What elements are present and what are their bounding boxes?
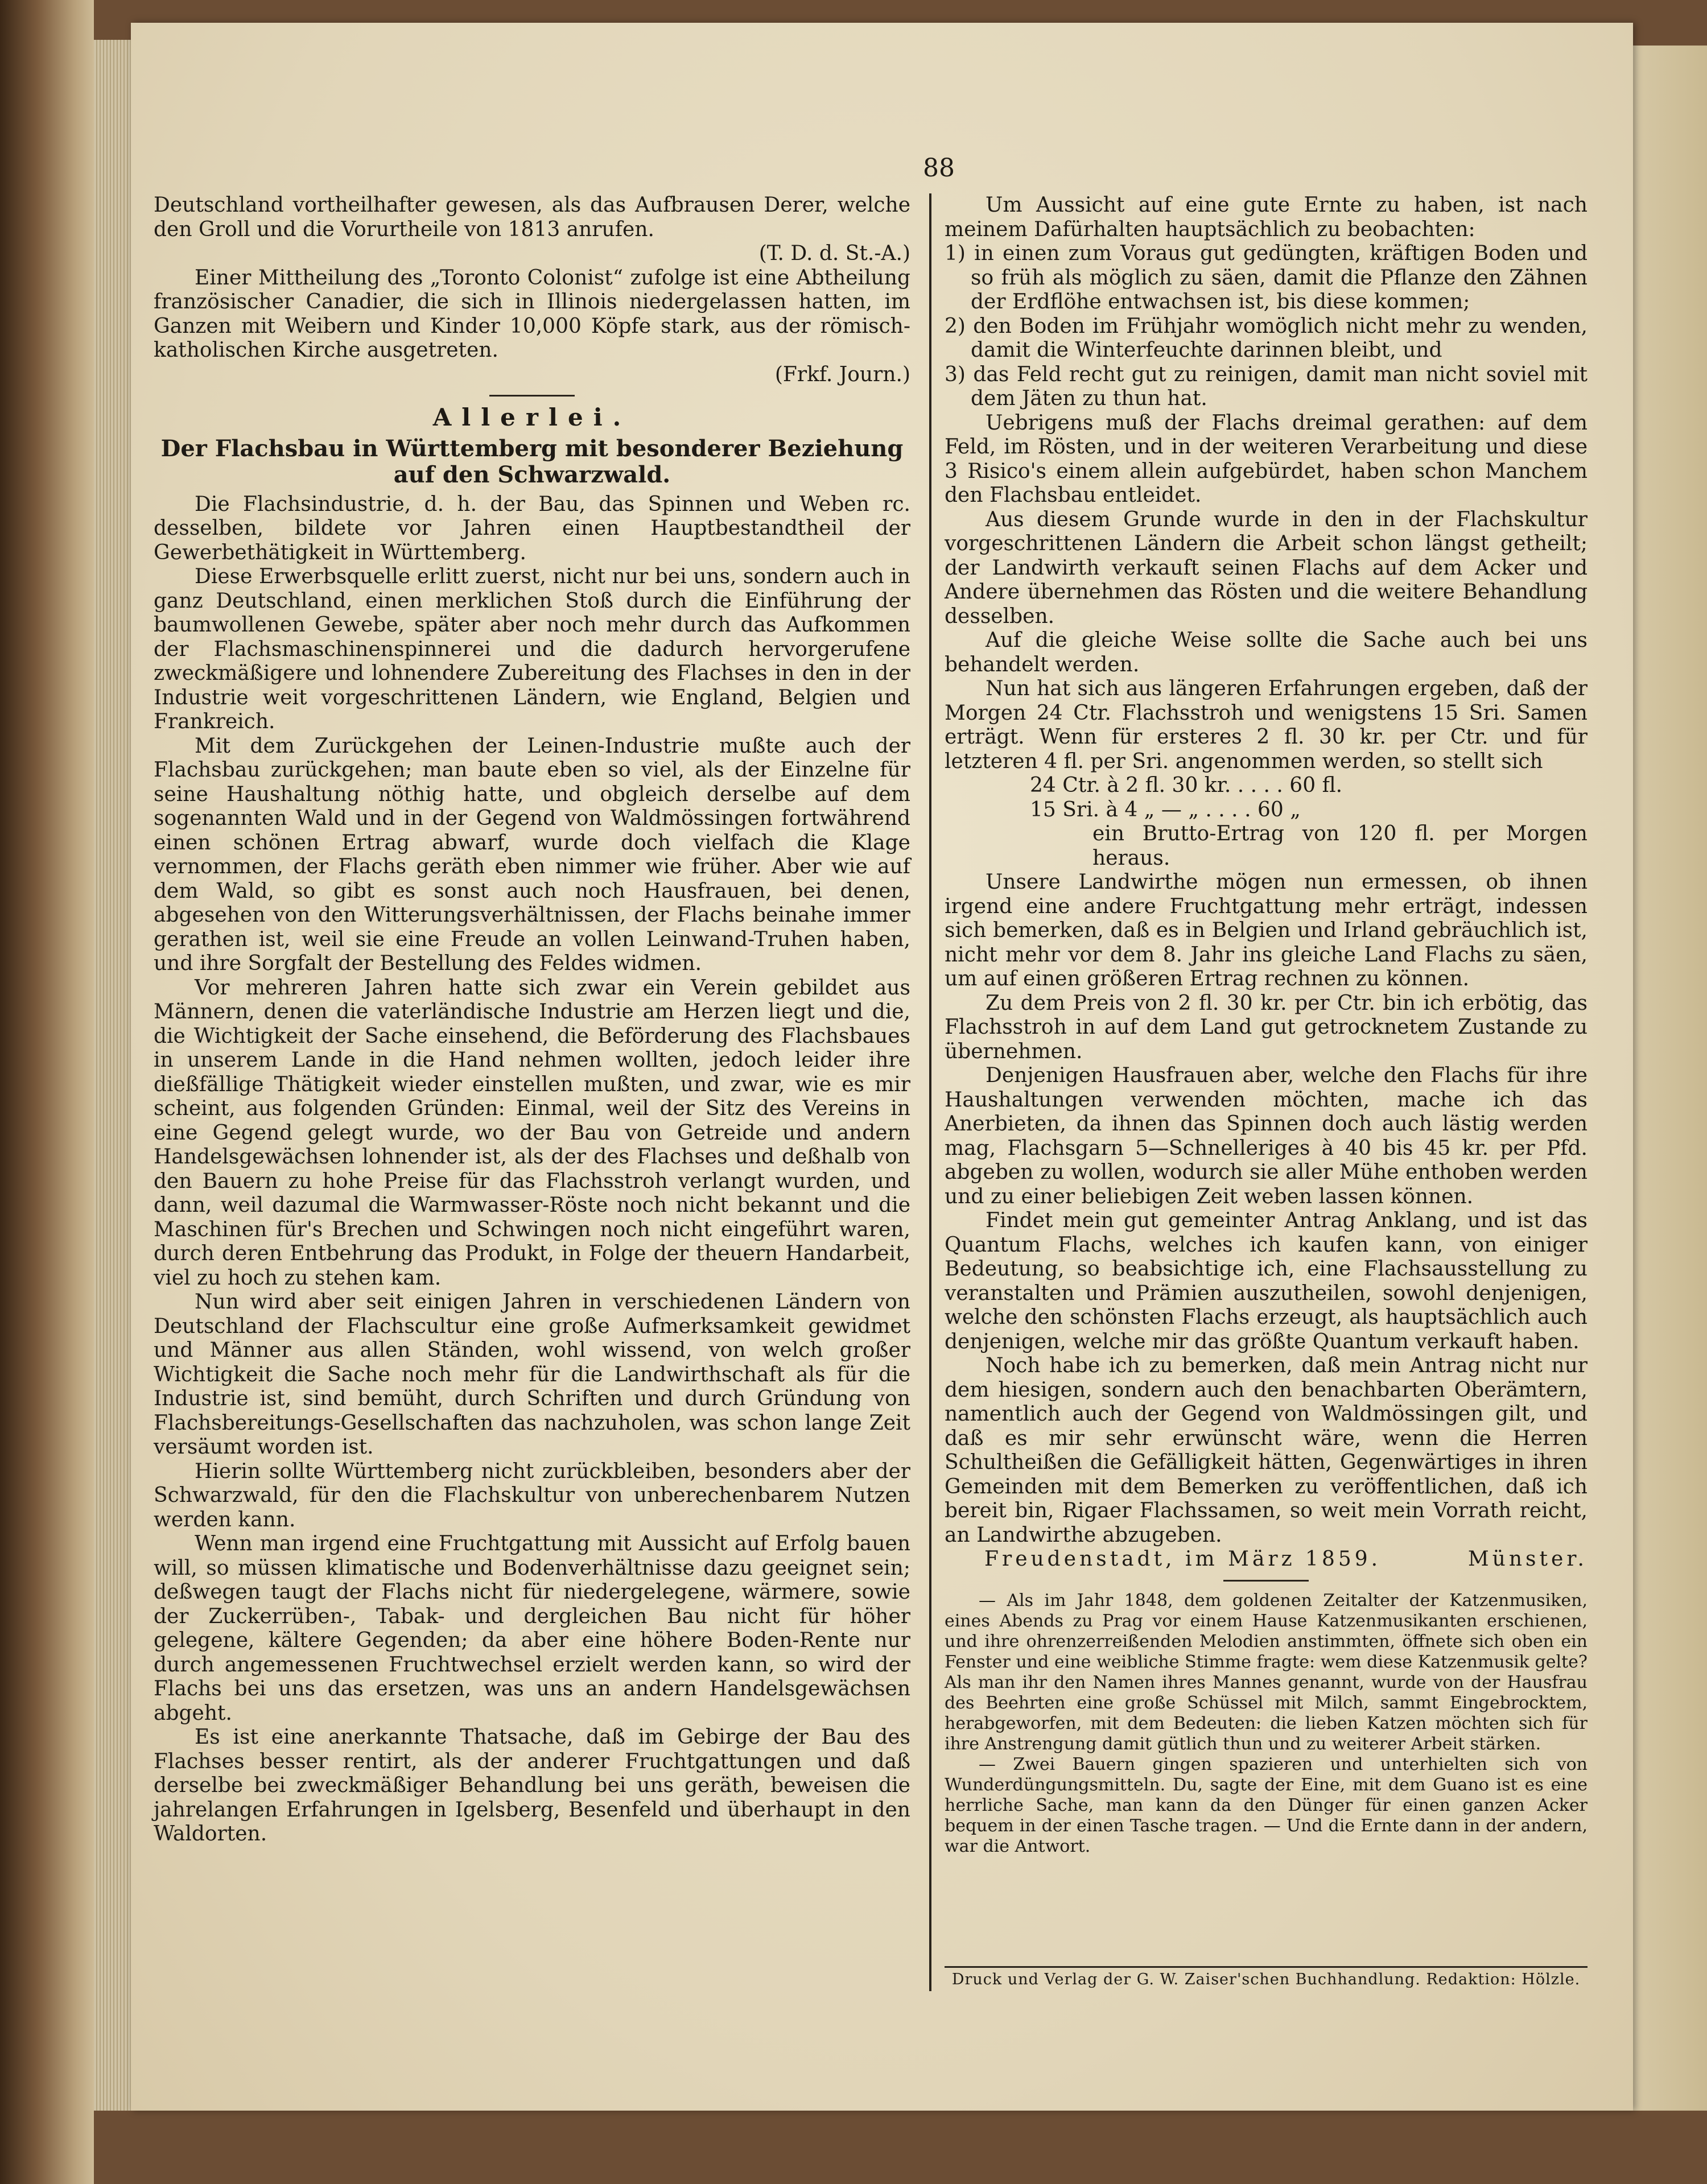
column-rule [929, 193, 931, 1991]
source-attribution: (Frkf. Journ.) [774, 362, 910, 386]
paragraph: Zu dem Preis von 2 fl. 30 kr. per Ctr. bin ich erbötig, das Flachsstroh in auf dem Land gut getrocknetem Zustande zu übernehmen. [945, 991, 1588, 1063]
signature-place: Freudenstadt, im März 1859. [984, 1547, 1382, 1571]
paragraph: Denjenigen Hausfrauen aber, welche den Flachs für ihre Haushaltungen verwenden möchten, mache ich das Anerbieten, da ihnen das Spinnen doch auch lästig werden mag, Flachsgarn 5—Schnelleriges à 40 bis 45 kr. per Pfd. abgeben zu wollen, wodurch sie aller Mühe enthoben werden und zu einer beliebigen Zeit weben lassen können. [945, 1064, 1588, 1208]
signature-line [945, 1547, 1588, 1572]
page-number: 88 [923, 154, 955, 183]
left-column [154, 193, 910, 1847]
paragraph: Auf die gleiche Weise sollte die Sache auch bei uns behandelt werden. [945, 629, 1588, 676]
calculation-line: 24 Ctr. à 2 fl. 30 kr. . . . . 60 fl. [1030, 774, 1343, 797]
imprint-footer: Druck und Verlag der G. W. Zaiser'schen Buchhandlung. Redaktion: Hölzle. [951, 1971, 1581, 1988]
paragraph: Nun hat sich aus längeren Erfahrungen ergeben, daß der Morgen 24 Ctr. Flachsstroh und wenigstens 15 Sri. Samen erträgt. Wenn für ersteres 2 fl. 30 kr. per Ctr. und für letzteren 4 fl. per Sri. angenommen werden, so stellt sich [945, 677, 1588, 773]
paragraph: Mit dem Zurückgehen der Leinen-Industrie mußte auch der Flachsbau zurückgehen; man baute eben so viel, als der Einzelne für seine Haushaltung nöthig hatte, und obgleich derselbe auf dem sogenannten Wald und in der Gegend von Waldmössingen fortwährend einen schönen Ertrag abwarf, wurde doch vielfach die Klage vernommen, der Flachs geräth eben nimmer wie früher. Aber wie auf dem Wald, so gibt es sonst auch noch Hausfrauen, bei denen, abgesehen von den Witterungsverhältnissen, der Flachs beinahe immer gerathen ist, weil sie eine Freude an vollen Leinwand-Truhen haben, und ihre Sorgfalt der Bestellung des Feldes widmen. [154, 734, 910, 975]
calculation-result: ein Brutto-Ertrag von 120 fl. per Morgen heraus. [1092, 822, 1588, 870]
paragraph: Um Aussicht auf eine gute Ernte zu haben, ist nach meinem Dafürhalten hauptsächlich zu beobachten: [945, 193, 1588, 241]
divider [489, 395, 575, 397]
footer-rule [945, 1966, 1588, 1968]
article-title: Der Flachsbau in Württemberg mit besonderer Beziehung auf den Schwarzwald. [160, 435, 904, 488]
paragraph: Aus diesem Grunde wurde in den in der Flachskultur vorgeschrittenen Ländern die Arbeit schon längst getheilt; der Landwirth verkauft seinen Flachs auf dem Acker und Andere übernehmen das Rösten und die weitere Behandlung desselben. [945, 507, 1588, 628]
paragraph: Deutschland vortheilhafter gewesen, als das Aufbrausen Derer, welche den Groll und die Vorurtheile von 1813 anrufen. [154, 193, 910, 241]
section-title: Allerlei. [432, 403, 632, 431]
paragraph: Es ist eine anerkannte Thatsache, daß im Gebirge der Bau des Flachses besser rentirt, als der anderer Fruchtgattungen und daß derselbe bei zweckmäßiger Behandlung bei uns geräth, beweisen die jahrelangen Erfahrungen in Igelsberg, Besenfeld und überhaupt in den Waldorten. [154, 1725, 910, 1846]
right-column [945, 193, 1588, 1857]
divider [1223, 1580, 1309, 1582]
book-spine [0, 0, 94, 2184]
signature-name: Münster. [1467, 1547, 1588, 1571]
list-item: 1) in einen zum Voraus gut gedüngten, kräftigen Boden und so früh als möglich zu säen, damit die Pflanze den Zähnen der Erdflöhe entwachsen ist, bis diese kommen; [945, 242, 1588, 313]
facing-page-edge [1633, 46, 1707, 2111]
anecdote: — Als im Jahr 1848, dem goldenen Zeitalter der Katzenmusiken, eines Abends zu Prag vor einem Hause Katzenmusikanten erschienen, und ihre ohrenzerreißenden Melodien anstimmten, öffnete sich oben ein Fenster und eine weibliche Stimme fragte: wem diese Katzenmusik gelte? Als man ihr den Namen ihres Mannes genannt, wurde von der Hausfrau des Beehrten eine große Schüssel mit Milch, sammt Eingebrocktem, herabgeworfen, mit dem Bedeuten: die lieben Katzen möchten sich für ihre Anstrengung damit gütlich thun und zu weiterer Arbeit stärken. [945, 1590, 1588, 1754]
paragraph: Diese Erwerbsquelle erlitt zuerst, nicht nur bei uns, sondern auch in ganz Deutschland, einen merklichen Stoß durch die Einführung der baumwollenen Gewebe, später aber noch mehr durch das Aufkommen der Flachsmaschinenspinnerei und die dadurch hervorgerufene zweckmäßigere und lohnendere Zubereitung des Flachses in den in der Industrie weit vorgeschrittenen Ländern, wie England, Belgien und Frankreich. [154, 565, 910, 733]
paragraph: Noch habe ich zu bemerken, daß mein Antrag nicht nur dem hiesigen, sondern auch den benachbarten Oberämtern, namentlich auch der Gegend von Waldmössingen gilt, und daß es mir sehr erwünscht wäre, wenn die Herren Schultheißen die Gefälligkeit hätten, Gegenwärtiges in ihren Gemeinden mit dem Bemerken zu veröffentlichen, daß ich bereit bin, Rigaer Flachssamen, so weit mein Vorrath reicht, an Landwirthe abzugeben. [945, 1354, 1588, 1547]
paragraph: Findet mein gut gemeinter Antrag Anklang, und ist das Quantum Flachs, welches ich kaufen kann, von einiger Bedeutung, so beabsichtige ich, eine Flachsausstellung zu veranstalten und Prämien auszutheilen, sowohl denjenigen, welche den schönsten Flachs erzeugt, als hauptsächlich auch denjenigen, welche mir das größte Quantum verkauft haben. [945, 1209, 1588, 1353]
list-item: 2) den Boden im Frühjahr womöglich nicht mehr zu wenden, damit die Winterfeuchte darinnen bleibt, und [945, 314, 1588, 362]
calculation-line: 15 Sri. à 4 „ — „ . . . . 60 „ [1030, 798, 1301, 821]
paragraph: Einer Mittheilung des „Toronto Colonist“ zufolge ist eine Abtheilung französischer Canadier, die sich in Illinois niedergelassen hatten, im Ganzen mit Weibern und Kinder 10,000 Köpfe stark, aus der römisch-katholischen Kirche ausgetreten. [154, 266, 910, 362]
source-attribution: (T. D. d. St.-A.) [758, 242, 910, 265]
paragraph: Die Flachsindustrie, d. h. der Bau, das Spinnen und Weben rc. desselben, bildete vor Jahren einen Hauptbestandtheil der Gewerbethätigkeit in Württemberg. [154, 492, 910, 564]
page-edges [94, 40, 134, 2111]
paragraph: Vor mehreren Jahren hatte sich zwar ein Verein gebildet aus Männern, denen die vaterländische Industrie am Herzen liegt und die, die Wichtigkeit der Sache einsehend, die Beförderung des Flachsbaues in unserem Lande in die Hand nehmen wollten, jedoch leider ihre dießfällige Thätigkeit wieder einstellen mußten, und zwar, wie es mir scheint, aus folgenden Gründen: Einmal, weil der Sitz des Vereins in eine Gegend gelegt wurde, wo der Bau von Getreide und andern Handelsgewächsen lohnender ist, als der des Flachses und deßhalb von den Bauern zu hohe Preise für das Flachsstroh verlangt wurden, und dann, weil dazumal die Warmwasser-Röste noch nicht bekannt und die Maschinen für's Brechen und Schwingen noch nicht eingeführt waren, durch deren Entbehrung das Produkt, in Folge der theuern Handarbeit, viel zu hoch zu stehen kam. [154, 976, 910, 1290]
list-item: 3) das Feld recht gut zu reinigen, damit man nicht soviel mit dem Jäten zu thun hat. [945, 362, 1588, 410]
paragraph: Hierin sollte Württemberg nicht zurückbleiben, besonders aber der Schwarzwald, für den die Flachskultur von unberechenbarem Nutzen werden kann. [154, 1459, 910, 1531]
paragraph: Uebrigens muß der Flachs dreimal gerathen: auf dem Feld, im Rösten, und in der weiteren Verarbeitung und diese 3 Risico's einem allein aufgebürdet, haben schon Manchem den Flachsbau entleidet. [945, 411, 1588, 507]
paragraph: Wenn man irgend eine Fruchtgattung mit Aussicht auf Erfolg bauen will, so müssen klimatische und Bodenverhältnisse dazu geeignet sein; deßwegen taugt der Flachs nicht für niedergelegene, wärmere, sowie der Zuckerrüben-, Tabak- und dergleichen Bau nicht für höher gelegene, kältere Gegenden; da aber eine höhere Boden-Rente nur durch angemessenen Fruchtwechsel erzielt werden kann, so wird der Flachs bei uns das ersetzen, was uns an andern Handelsgewächsen abgeht. [154, 1532, 910, 1725]
paragraph: Nun wird aber seit einigen Jahren in verschiedenen Ländern von Deutschland der Flachscultur eine große Aufmerksamkeit gewidmet und Männer aus allen Ständen, wohl wissend, von welch großer Wichtigkeit die Sache noch mehr für die Landwirthschaft als für die Industrie ist, sind bemüht, durch Schriften und durch Gründung von Flachsbereitungs-Gesellschaften das nachzuholen, was schon lange Zeit versäumt worden ist. [154, 1290, 910, 1459]
anecdote: — Zwei Bauern gingen spazieren und unterhielten sich von Wunderdüngungsmitteln. Du, sagte der Eine, mit dem Guano ist es eine herrliche Sache, man kann da den Dünger für einen ganzen Acker bequem in der einen Tasche tragen. — Und die Ernte dann in der andern, war die Antwort. [945, 1754, 1588, 1856]
paragraph: Unsere Landwirthe mögen nun ermessen, ob ihnen irgend eine andere Fruchtgattung mehr erträgt, indessen sich bemerken, daß es in Belgien und Irland gebräuchlich ist, nicht mehr vor dem 8. Jahr ins gleiche Land Flachs zu säen, um auf einen größeren Ertrag rechnen zu können. [945, 870, 1588, 990]
